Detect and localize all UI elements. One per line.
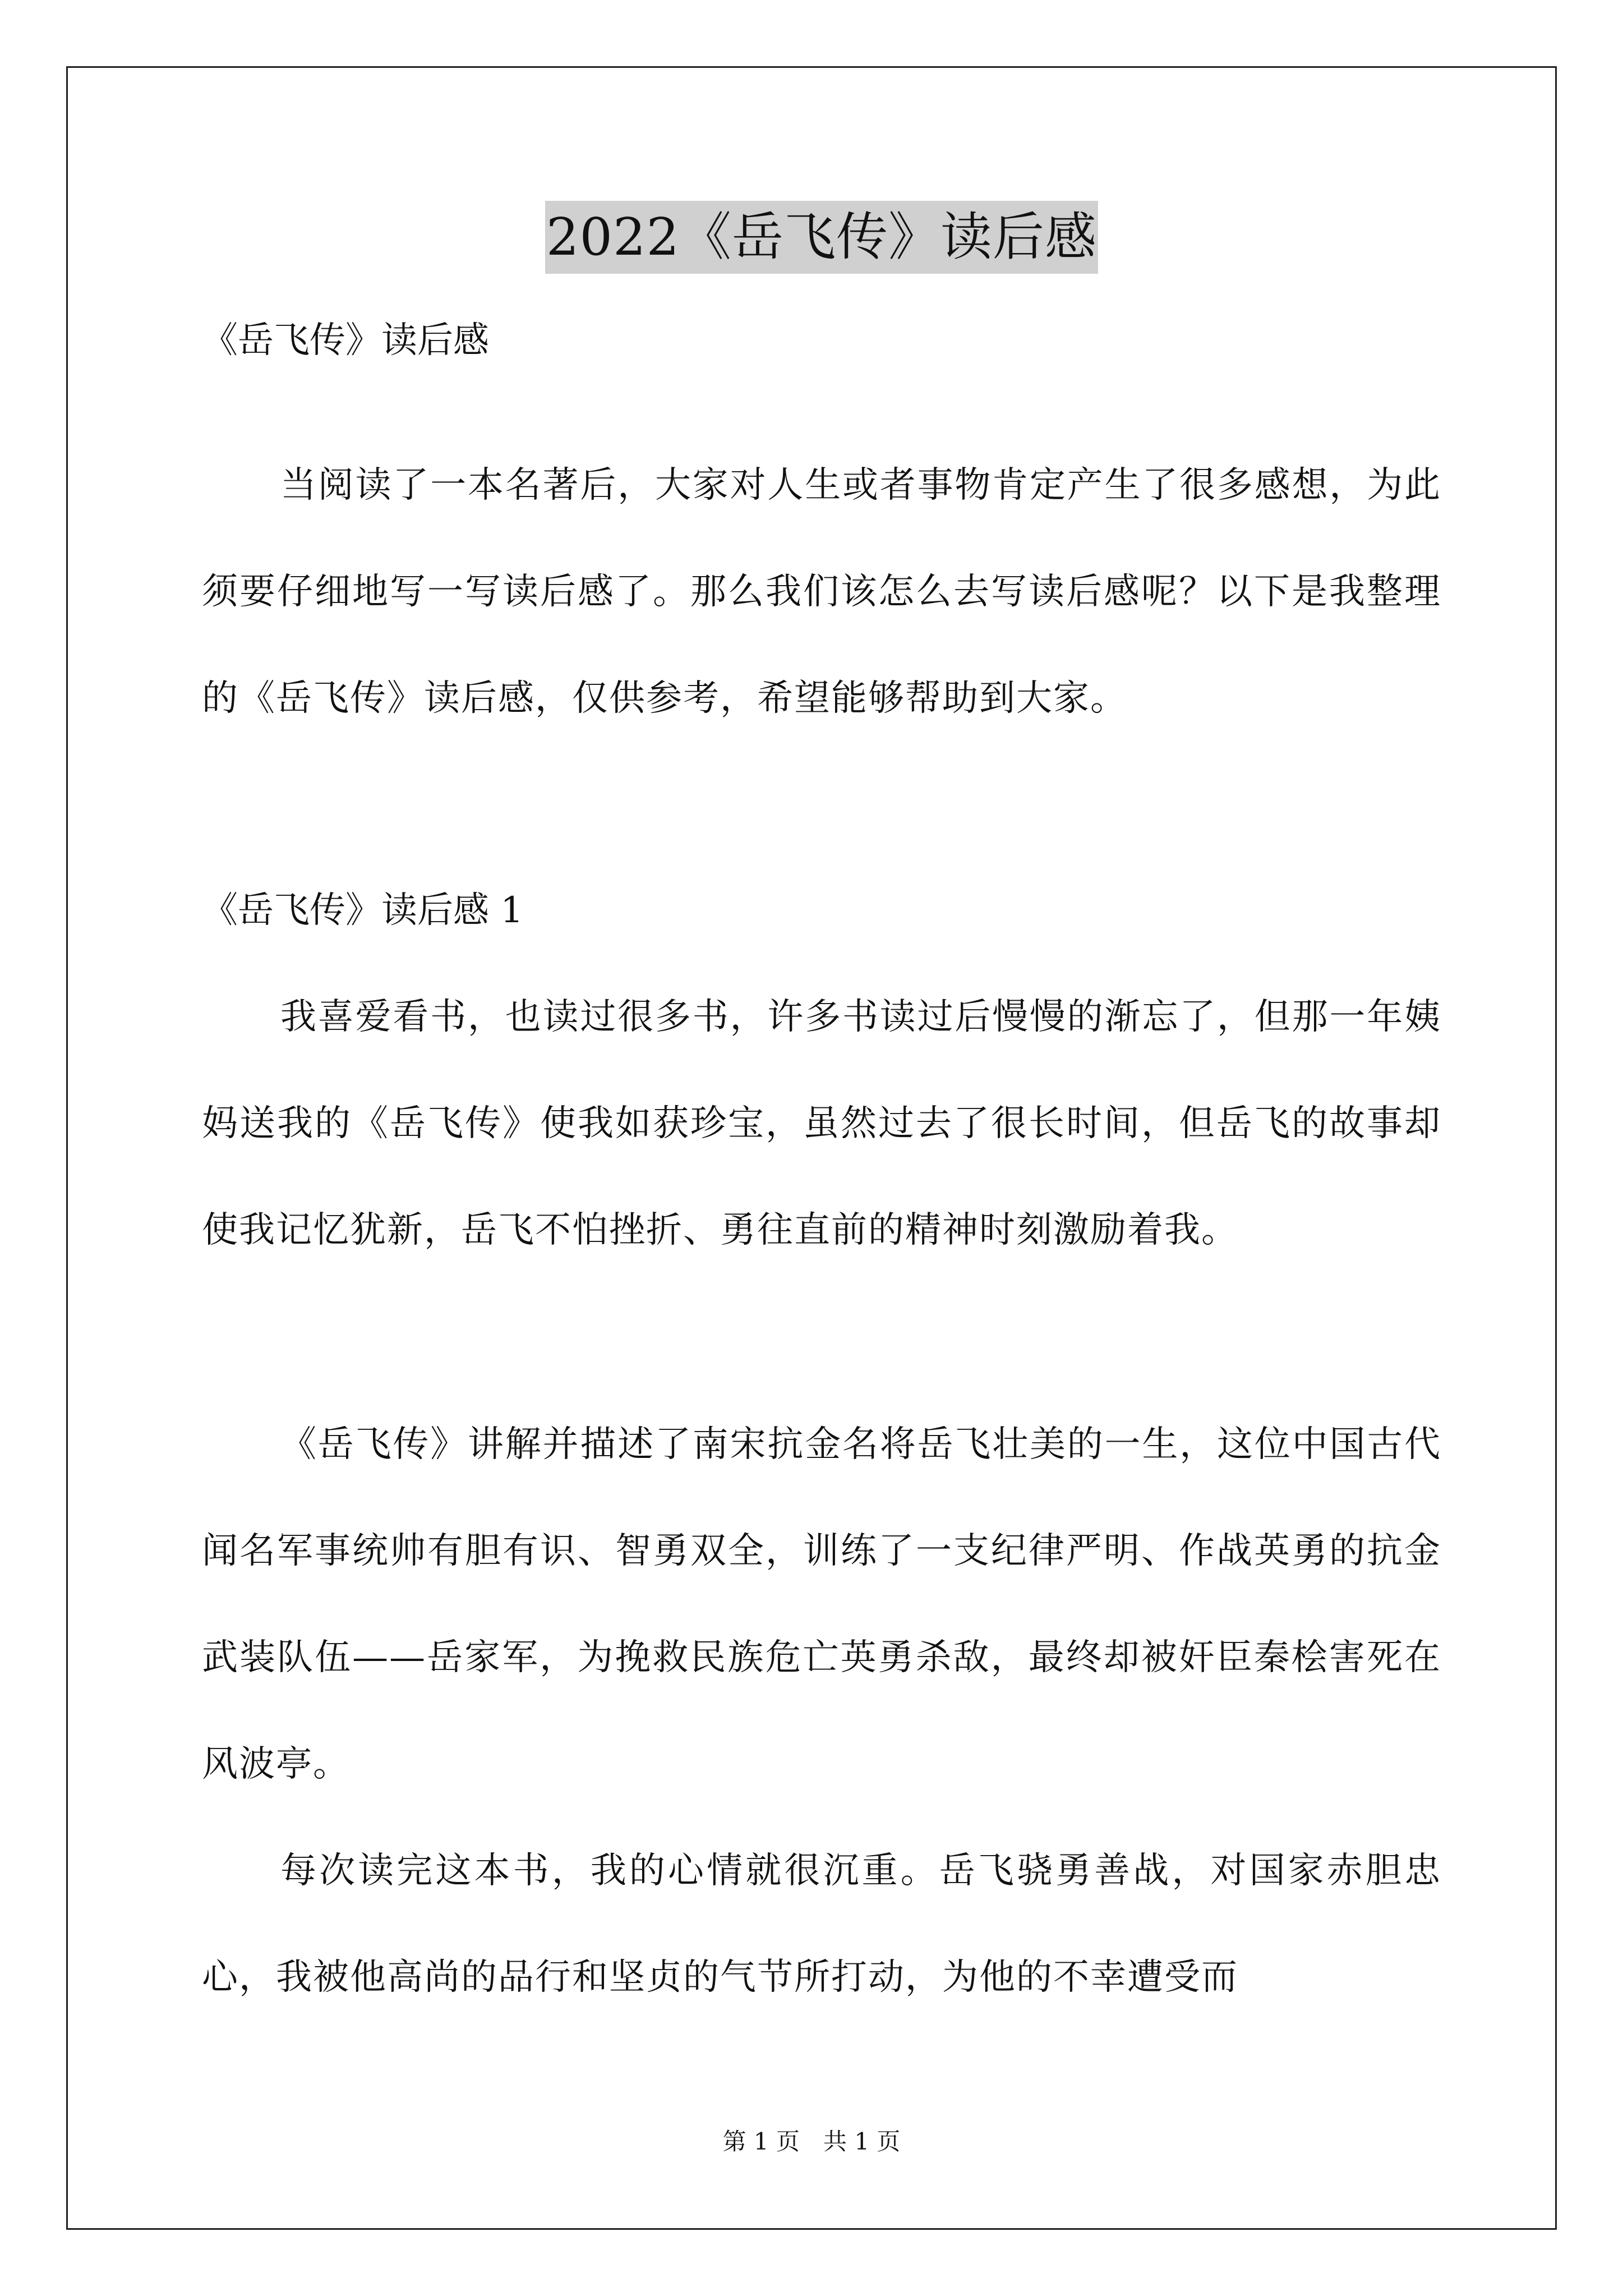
intro-paragraph: 当阅读了一本名著后，大家对人生或者事物肯定产生了很多感想，为此须要仔细地写一写读后感了。那么我们该怎么去写读后感呢？以下是我整理的《岳飞传》读后感，仅供参考，希望能够帮助到大家。 — [202, 464, 1441, 719]
document-title: 2022《岳飞传》读后感 — [545, 201, 1098, 274]
section1-paragraph-2: 《岳飞传》讲解并描述了南宋抗金名将岳飞壮美的一生，这位中国古代闻名军事统帅有胆有识、智勇双全，训练了一支纪律严明、作战英勇的抗金武装队伍——岳家军，为挽救民族危亡英勇杀敌，最终却被奸臣秦桧害死在风波亭。 — [202, 1424, 1441, 1785]
title-wrap — [202, 201, 1441, 274]
intro-heading: 《岳飞传》读后感 — [202, 320, 489, 361]
section1-paragraph-3: 每次读完这本书，我的心情就很沉重。岳飞骁勇善战，对国家赤胆忠心，我被他高尚的品行和坚贞的气节所打动，为他的不幸遭受而 — [202, 1850, 1441, 1998]
section1-heading: 《岳飞传》读后感 1 — [202, 890, 524, 931]
section1-paragraph-1: 我喜爱看书，也读过很多书，许多书读过后慢慢的渐忘了，但那一年姨妈送我的《岳飞传》使我如获珍宝，虽然过去了很长时间，但岳飞的故事却使我记忆犹新，岳飞不怕挫折、勇往直前的精神时刻激励着我。 — [202, 996, 1441, 1251]
page-footer: 第 1 页 共 1 页 — [722, 2128, 901, 2155]
